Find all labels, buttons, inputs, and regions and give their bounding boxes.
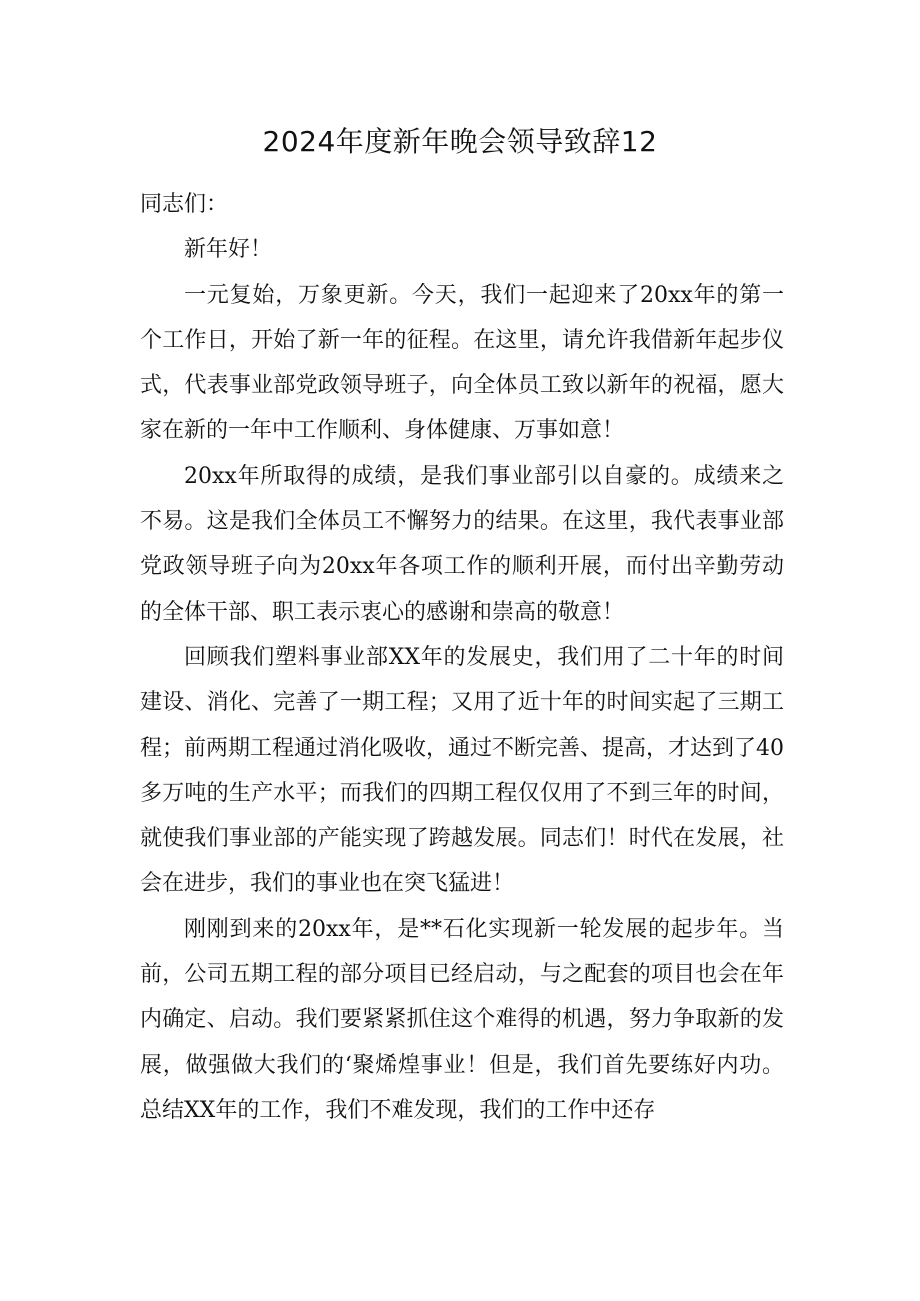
document-body: [140, 182, 784, 1133]
paragraph-new-year-outlook: 刚刚到来的20xx年，是**石化实现新一轮发展的起步年。当前，公司五期工程的部分项目已经启动，与之配套的项目也会在年内确定、启动。我们要紧紧抓住这个难得的机遇，努力争取新的发展，做强做大我们的‘聚烯煌事业！但是，我们首先要练好内功。总结XX年的工作，我们不难发现，我们的工作中还存: [140, 916, 784, 1123]
page-title: 2024年度新年晚会领导致辞12: [262, 125, 658, 158]
paragraph-achievements: 20xx年所取得的成绩，是我们事业部引以自豪的。成绩来之不易。这是我们全体员工不懈努力的结果。在这里，我代表事业部党政领导班子向为20xx年各项工作的顺利开展，而付出辛勤劳动的全体干部、职工表示衷心的感谢和崇高的敬意！: [140, 463, 784, 625]
salutation: 同志们：: [140, 192, 229, 217]
paragraph-history-review: 回顾我们塑料事业部XX年的发展史，我们用了二十年的时间建设、消化、完善了一期工程；又用了近十年的时间实起了三期工程；前两期工程通过消化吸收，通过不断完善、提高，才达到了40多万吨的生产水平；而我们的四期工程仅仅用了不到三年的时间，就使我们事业部的产能实现了跨越发展。同志们！时代在发展，社会在进步，我们的事业也在突飞猛进！: [140, 644, 784, 897]
paragraph-greeting: 新年好！: [184, 237, 273, 263]
paragraph-new-year-wishes: 一元复始，万象更新。今天，我们一起迎来了20xx年的第一个工作日，开始了新一年的征程。在这里，请允许我借新年起步仪式，代表事业部党政领导班子，向全体员工致以新年的祝福，愿大家在新的一年中工作顺利、身体健康、万事如意！: [140, 282, 784, 444]
